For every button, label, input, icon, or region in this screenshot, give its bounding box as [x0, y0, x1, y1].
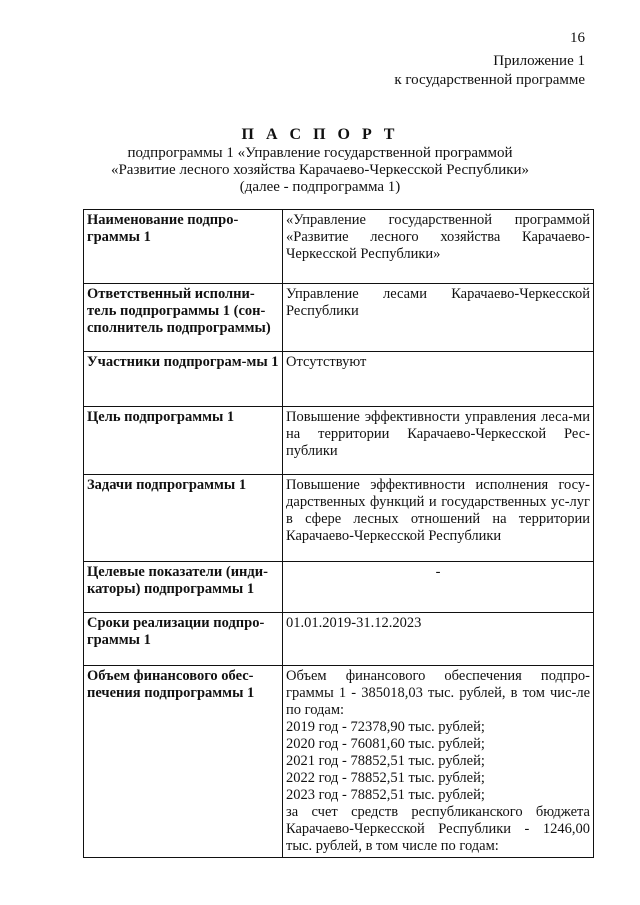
page-number: 16 [570, 30, 585, 46]
funding-line: 2019 год - 72378,90 тыс. рублей; [286, 719, 485, 735]
row-label: Задачи подпрограммы 1 [84, 475, 283, 562]
row-value: Повышение эффективности исполнения госу-дарственных функций и государственных ус-луг в сфере лесных отношений на территории Карачаево-Черкесской Республики [283, 475, 594, 562]
funding-line: 2021 год - 78852,51 тыс. рублей; [286, 753, 485, 769]
document-heading [0, 125, 640, 196]
funding-line: 2020 год - 76081,60 тыс. рублей; [286, 736, 485, 752]
row-value: Повышение эффективности управления леса-ми на территории Карачаево-Черкесской Рес-публики [283, 407, 594, 475]
row-label: Участники подпрограм-мы 1 [84, 352, 283, 407]
funding-line: 2022 год - 78852,51 тыс. рублей; [286, 770, 485, 786]
table-row [84, 666, 594, 858]
passport-table [83, 209, 594, 858]
appendix-note [394, 52, 585, 90]
row-label: Целевые показатели (инди-каторы) подпрограммы 1 [84, 562, 283, 613]
heading-line-2: «Развитие лесного хозяйства Карачаево-Черкесской Республики» [110, 162, 530, 178]
table-row [84, 407, 594, 475]
row-label: Цель подпрограммы 1 [84, 407, 283, 475]
heading-line-1: подпрограммы 1 «Управление государственной программой [127, 145, 513, 161]
row-label: Наименование подпро-граммы 1 [84, 210, 283, 284]
row-value: 01.01.2019-31.12.2023 [283, 613, 594, 666]
row-value: Управление лесами Карачаево-Черкесской Республики [283, 284, 594, 352]
table-row [84, 352, 594, 407]
appendix-line-1: Приложение 1 [493, 53, 585, 69]
appendix-line-2: к государственной программе [394, 72, 585, 88]
table-row [84, 284, 594, 352]
row-value-funding [283, 666, 594, 858]
funding-line: за счет средств республиканского бюджета Карачаево-Черкесской Республики - 1246,00 тыс. рублей, в том числе по годам: [286, 804, 590, 854]
row-label: Сроки реализации подпро-граммы 1 [84, 613, 283, 666]
row-value: «Управление государственной программой «Развитие лесного хозяйства Карачаево-Черкесской Республики» [283, 210, 594, 284]
table-row [84, 562, 594, 613]
table-row [84, 475, 594, 562]
row-value: Отсутствуют [283, 352, 594, 407]
document-title: П А С П О Р Т [241, 126, 399, 143]
funding-line: Объем финансового обеспечения подпро-граммы 1 - 385018,03 тыс. рублей, в том чис-ле по годам: [286, 668, 590, 718]
row-label: Объем финансового обес-печения подпрограммы 1 [84, 666, 283, 858]
row-label: Ответственный исполни-тель подпрограммы 1 (сон-сполнитель подпрограммы) [84, 284, 283, 352]
heading-line-3: (далее - подпрограмма 1) [239, 179, 401, 195]
table-row [84, 210, 594, 284]
row-value: - [283, 562, 594, 613]
funding-line: 2023 год - 78852,51 тыс. рублей; [286, 787, 485, 803]
table-row [84, 613, 594, 666]
